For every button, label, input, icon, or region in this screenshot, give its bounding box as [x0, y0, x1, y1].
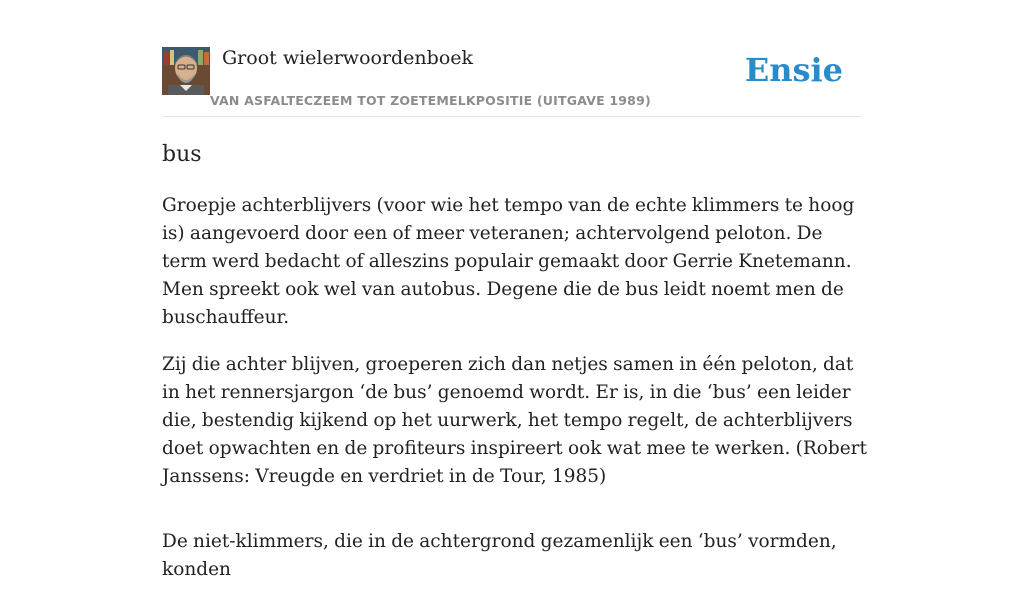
entry-body — [162, 192, 867, 603]
book-title[interactable]: Groot wielerwoordenboek — [222, 47, 474, 69]
header — [162, 46, 862, 117]
ensie-logo-link[interactable]: Ensie — [744, 51, 843, 89]
quote-paragraph: Zij die achter blijven, groeperen zich dan netjes samen in één peloton, dat in het rennersjargon ‘de bus’ genoemd wordt. Er is, in die ‘bus’ een leider die, bestendig kijkend op het uurwerk, het tempo regelt, de achterblijvers doet opwachten en de profiteurs inspireert ook wat mee te werken. (Robert Janssens: Vreugde en verdriet in de Tour, 1985) — [162, 354, 867, 487]
quote-paragraph: De niet-klimmers, die in de achtergrond gezamenlijk een ‘bus’ vormden, konden — [162, 531, 837, 580]
definition-paragraph: Groepje achterblijvers (voor wie het tempo van de echte klimmers te hoog is) aangevoerd door een of meer veteranen; achtervolgend peloton. De term werd bedacht of alleszins populair gemaakt door Gerrie Knetemann. Men spreekt ook wel van autobus. Degene die de bus leidt noemt men de buschauffeur. — [162, 195, 855, 328]
book-subtitle: VAN ASFALTECZEEM TOT ZOETEMELKPOSITIE (UITGAVE 1989) — [210, 93, 651, 108]
author-avatar[interactable] — [162, 47, 210, 95]
entry-title: bus — [162, 142, 202, 167]
author-photo-icon — [162, 47, 210, 95]
